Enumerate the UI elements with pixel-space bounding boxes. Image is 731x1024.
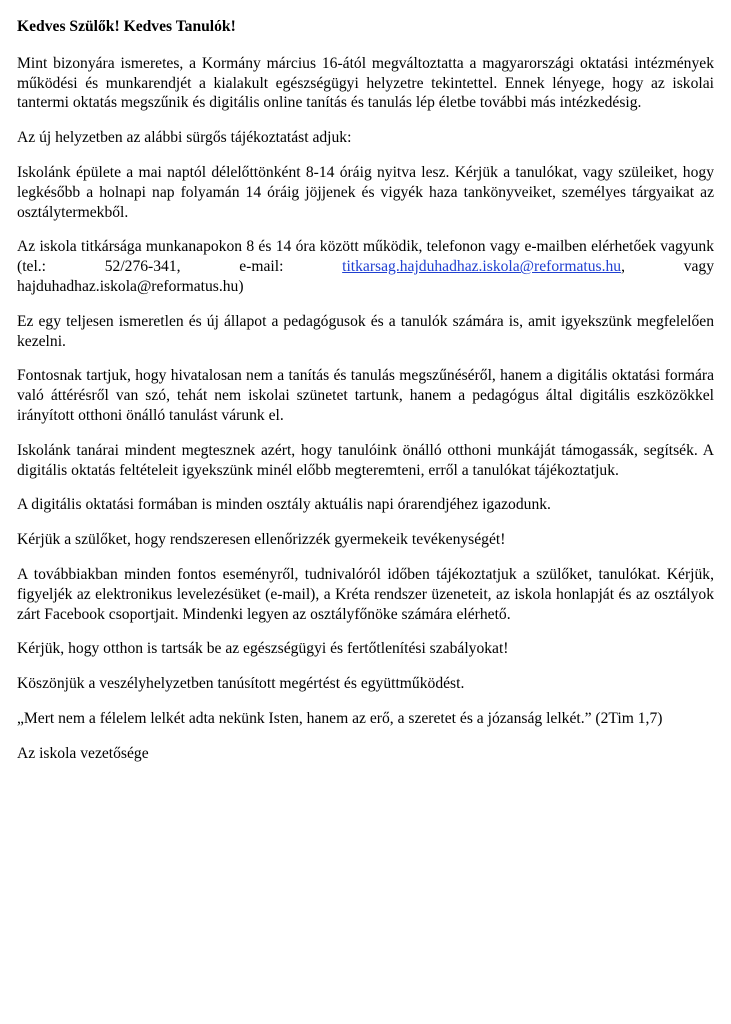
paragraph-timetable: A digitális oktatási formában is minden osztály aktuális napi órarendjéhez igazodunk. (17, 496, 551, 514)
contact-text: Az iskola titkársága munkanapokon 8 és 14 óra között működik, telefonon vagy e-mailben elérhetőek vagyunk (tel.: 52/276-341, e-mail: (17, 238, 714, 276)
paragraph-communication: A továbbiakban minden fontos eseményről, tudnivalóról időben tájékoztatjuk a szülőket, tanulókat. Kérjük, figyeljék az elektronikus levelezésüket (e-mail), a Kréta rendszer üzeneteit, az iskola honlapját és az osztályok zárt Facebook csoportjait. Mindenki legyen az osztályfőnöke számára elérhető. (17, 565, 714, 623)
paragraph-notice-lead: Az új helyzetben az alábbi sürgős tájékoztatást adjuk: (17, 129, 352, 147)
paragraph-hygiene: Kérjük, hogy otthon is tartsák be az egészségügyi és fertőtlenítési szabályokat! (17, 640, 509, 658)
bible-quote: „Mert nem a félelem lelkét adta nekünk Isten, hanem az erő, a szeretet és a józanság lelkét.” (2Tim 1,7) (17, 709, 663, 727)
paragraph-digital-transition: Fontosnak tartjuk, hogy hivatalosan nem a tanítás és tanulás megszűnéséről, hanem a digitális oktatási formára való áttérésről van szó, tehát nem iskolai szünetet tartunk, hanem a pedagógus által digitális eszközökkel irányított otthoni önálló tanulást várunk el. (17, 367, 714, 424)
paragraph-parents-request: Kérjük a szülőket, hogy rendszeresen ellenőrizzék gyermekeik tevékenységét! (17, 531, 506, 549)
secretariat-email-link[interactable]: titkarsag.hajduhadhaz.iskola@reformatus.hu (342, 258, 622, 276)
paragraph-teachers-support: Iskolánk tanárai mindent megtesznek azért, hogy tanulóink önálló otthoni munkáját támogassák, segítsék. A digitális oktatás feltételeit igyekszünk minél előbb megteremteni, erről a tanulókat tájékoztatjuk. (17, 441, 714, 479)
letter-document (17, 17, 714, 779)
paragraph-thanks: Köszönjük a veszélyhelyzetben tanúsított megértést és együttműködést. (17, 675, 465, 693)
paragraph-building-hours: Iskolánk épülete a mai naptól délelőttönként 8-14 óráig nyitva lesz. Kérjük a tanulókat, vagy szüleiket, hogy legkésőbb a holnapi nap folyamán 14 óráig jöjjenek és vigyék haza tankönyveiket, személyes tárgyaikat az osztálytermekből. (17, 163, 714, 221)
signature: Az iskola vezetősége (17, 744, 149, 762)
letter-greeting: Kedves Szülők! Kedves Tanulók! (17, 18, 236, 35)
paragraph-new-situation: Ez egy teljesen ismeretlen és új állapot a pedagógusok és a tanulók számára is, amit igyekszünk megfelelően kezelni. (17, 312, 714, 350)
paragraph-intro: Mint bizonyára ismeretes, a Kormány március 16-ától megváltoztatta a magyarországi oktatási intézmények működési és munkarendjét a kialakult egészségügyi helyzetre tekintettel. Ennek lényege, hogy az iskolai tantermi oktatás megszűnik és digitális online tanítás és tanulás lép életbe további más intézkedésig. (17, 54, 714, 112)
contact-text-alt-email: , vagy hajduhadhaz.iskola@reformatus.hu) (17, 258, 715, 295)
paragraph-contact (17, 237, 714, 296)
